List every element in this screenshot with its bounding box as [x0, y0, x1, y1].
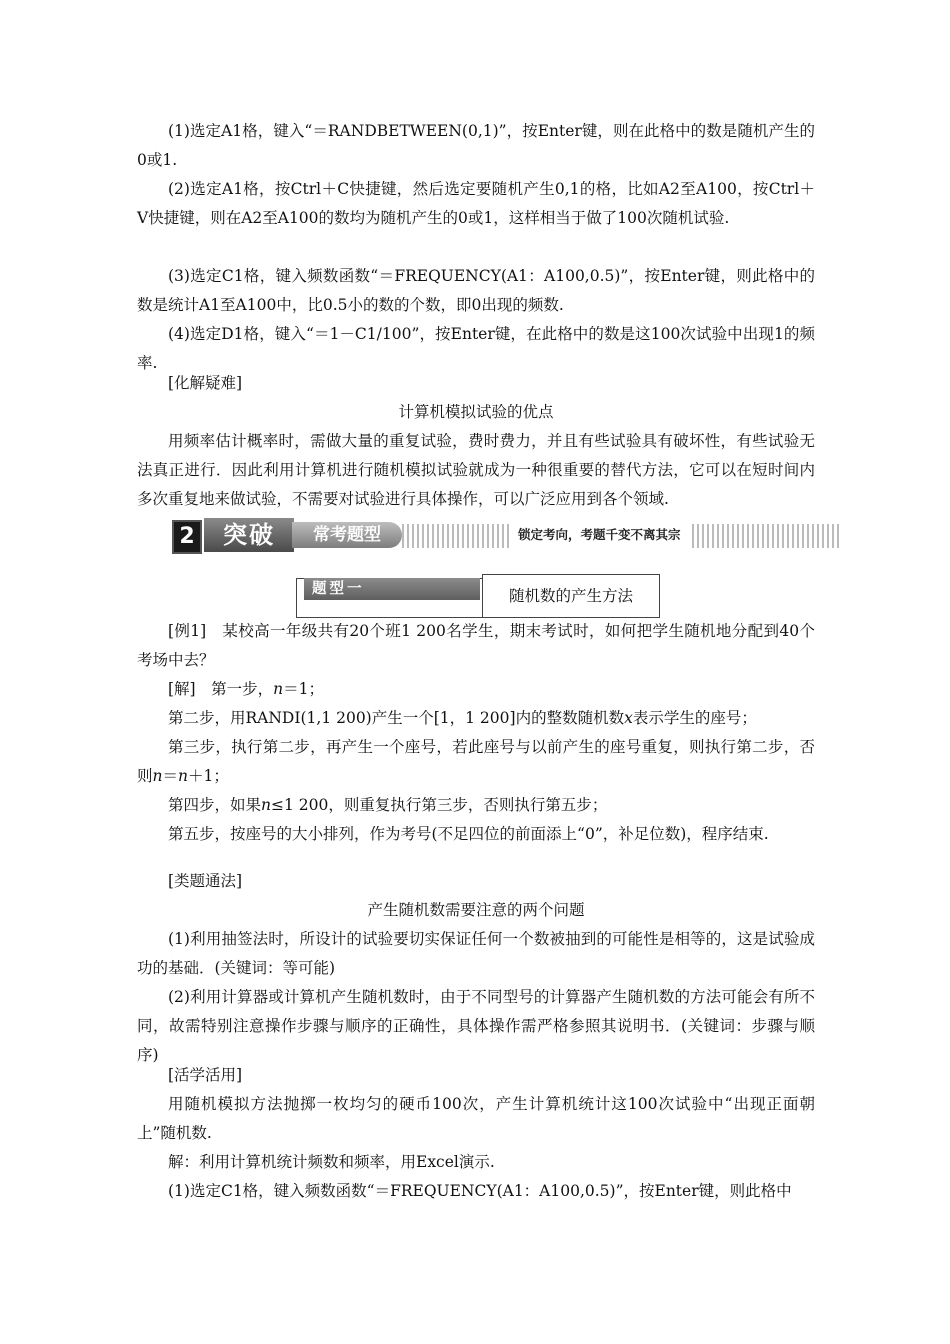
method-point-2: (2)利用计算器或计算机产生随机数时，由于不同型号的计算器产生随机数的方法可能会有所不同，故需特别注意操作步骤与顺序的正确性，具体操作需严格参照其说明书．(关键词：步骤与顺序) [137, 988, 815, 1064]
banner-number: 2 [172, 520, 202, 554]
solution-step-3 [137, 733, 815, 791]
example-text: 某校高一年级共有20个班1 200名学生，期末考试时，如何把学生随机地分配到40个考场中去？ [137, 622, 815, 669]
example-question [137, 617, 815, 675]
solution-label: [解] [168, 680, 196, 698]
tag-method: [类题通法] [168, 872, 243, 890]
heading-advantages: 计算机模拟试验的优点 [398, 403, 554, 421]
tag-practice: [活学活用] [168, 1066, 243, 1084]
solution-step-5: 第五步，按座号的大小排列，作为考号(不足四位的前面添上“0”，补足位数)，程序结束. [168, 825, 769, 843]
step1-var: n [273, 680, 284, 698]
step3-var2: n [178, 767, 188, 785]
step4-text: 第四步，如果 [168, 796, 262, 814]
example-label: [例1] [168, 622, 207, 640]
practice-answer-step-1: (1)选定C1格，键入频数函数“＝FREQUENCY(A1：A100,0.5)”，按Enter键，则此格中 [168, 1182, 792, 1200]
heading-method: 产生随机数需要注意的两个问题 [367, 901, 585, 919]
solution-step-2 [137, 704, 815, 733]
type-title: 随机数的产生方法 [482, 574, 660, 618]
step2-text: 第二步，用RANDI(1,1 200)产生一个[1，1 200]内的整数随机数 [168, 709, 625, 727]
paragraph-step-2: (2)选定A1格，按Ctrl＋C快捷键，然后选定要随机产生0,1的格，比如A2至A100，按Ctrl＋V快捷键，则在A2至A100的数均为随机产生的0或1，这样相当于做了100次随机试验. [137, 180, 815, 227]
step2-var: x [624, 709, 633, 727]
step3-var1: n [152, 767, 163, 785]
step1-text: 第一步， [211, 680, 274, 698]
step1-post: ＝1； [283, 680, 324, 698]
banner-slogan: 锁定考向，考题千变不离其宗 [510, 522, 689, 548]
question-type-box [296, 574, 660, 620]
banner-subtitle: 常考题型 [292, 522, 402, 548]
section-banner [170, 516, 842, 554]
solution-step-1 [137, 675, 815, 704]
step3-mid: ＝ [162, 767, 179, 785]
tag-resolve-difficulty: [化解疑难] [168, 374, 243, 392]
type-label: 题型一 [304, 578, 480, 600]
step4-var: n [261, 796, 271, 814]
solution-step-4 [137, 791, 815, 820]
paragraph-advantages: 用频率估计概率时，需做大量的重复试验，费时费力，并且有些试验具有破坏性，有些试验无法真正进行．因此利用计算机进行随机模拟试验就成为一种很重要的替代方法，它可以在短时间内多次重复地来做试验，不需要对试验进行具体操作，可以广泛应用到各个领域. [137, 432, 815, 508]
practice-answer: 解：利用计算机统计频数和频率，用Excel演示. [168, 1153, 495, 1171]
step4-post: ≤1 200，则重复执行第三步，否则执行第五步； [271, 796, 608, 814]
step3-post: ＋1； [188, 767, 229, 785]
paragraph-step-3: (3)选定C1格，键入频数函数“＝FREQUENCY(A1：A100,0.5)”，按Enter键，则此格中的数是统计A1至A100中，比0.5小的数的个数，即0出现的频数. [137, 267, 815, 314]
paragraph-step-1: (1)选定A1格，键入“＝RANDBETWEEN(0,1)”，按Enter键，则在此格中的数是随机产生的0或1. [137, 122, 815, 169]
step2-post: 表示学生的座号； [632, 709, 757, 727]
step3-text: 第三步，执行第二步，再产生一个座号，若此座号与以前产生的座号重复，则执行第二步，否则 [137, 738, 815, 785]
paragraph-step-4: (4)选定D1格，键入“＝1－C1/100”，按Enter键，在此格中的数是这100次试验中出现1的频率. [137, 325, 815, 372]
method-point-1: (1)利用抽签法时，所设计的试验要切实保证任何一个数被抽到的可能性是相等的，这是试验成功的基础．(关键词：等可能) [137, 930, 815, 977]
practice-question: 用随机模拟方法抛掷一枚均匀的硬币100次，产生计算机统计这100次试验中“出现正面朝上”随机数. [137, 1095, 815, 1142]
banner-title: 突破 [204, 518, 294, 552]
